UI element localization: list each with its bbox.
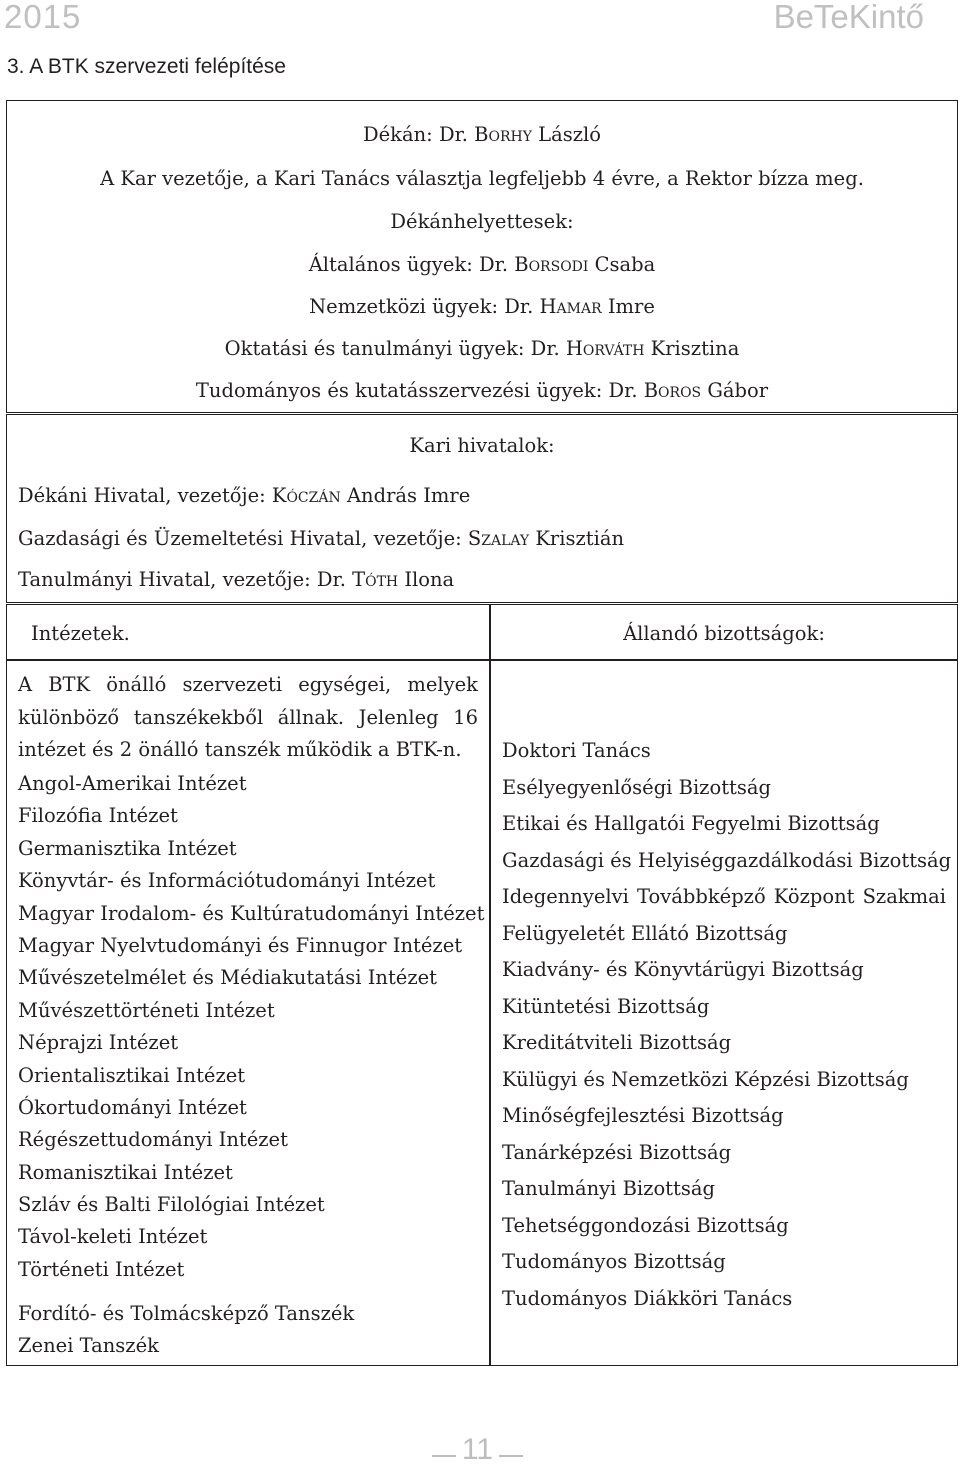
- list-item: Kiadvány- és Könyvtárügyi Bizottság: [502, 958, 864, 981]
- list-item: Doktori Tanács: [502, 739, 651, 762]
- committees-list-box: [490, 660, 958, 1366]
- list-item: Germanisztika Intézet: [18, 836, 237, 860]
- deputies-title: Dékánhelyettesek:: [390, 210, 574, 233]
- deputy-line: [7, 379, 957, 402]
- deputy-surname: Boros: [643, 379, 702, 402]
- institutes-list: [18, 768, 484, 1286]
- page-number: 11: [461, 1433, 494, 1466]
- office-head-given-name: András Imre: [340, 484, 471, 507]
- deputy-line: [7, 337, 957, 360]
- dean-surname: Borhy: [474, 123, 532, 146]
- list-item: Angol-Amerikai Intézet: [18, 772, 247, 795]
- deputy-line: [7, 295, 957, 318]
- office-role: Dékáni Hivatal, vezetője:: [18, 484, 272, 507]
- deputy-line: [7, 253, 957, 276]
- deputy-given-name: Gábor: [701, 379, 769, 402]
- list-item: Tanárképzési Bizottság: [502, 1140, 732, 1164]
- header-brand: BeTeKintő: [773, 0, 924, 35]
- list-item: Orientalisztikai Intézet: [18, 1063, 246, 1087]
- list-item: Ókortudományi Intézet: [18, 1095, 247, 1119]
- deputy-surname: Hamar: [539, 295, 602, 318]
- list-item: Művészettörténeti Intézet: [18, 998, 275, 1022]
- deputy-surname: Horváth: [565, 337, 645, 360]
- list-item: Gazdasági és Helyiséggazdálkodási Bizottság: [502, 848, 952, 872]
- dean-given-name: László: [531, 123, 601, 146]
- dean-line: [7, 123, 957, 146]
- institutes-list-box: [6, 660, 490, 1366]
- list-item: Régészettudományi Intézet: [18, 1128, 288, 1152]
- deputy-given-name: Krisztina: [644, 337, 740, 360]
- footer-rule-left: [432, 1455, 456, 1457]
- offices-box: [6, 414, 958, 603]
- office-item: [18, 527, 624, 550]
- office-head-given-name: Ilona: [398, 568, 455, 591]
- institutes-intro: A BTK önálló szervezeti egységei, melyek különböző tanszékekből állnak. Jelenleg 16 intézet és 2 önálló tanszék működik a BTK-n.: [18, 673, 478, 761]
- departments-list: [18, 1298, 354, 1363]
- header-year: 2015: [4, 0, 82, 35]
- list-item: Szláv és Balti Filológiai Intézet: [18, 1193, 325, 1217]
- list-item: Minőségfejlesztési Bizottság: [502, 1104, 784, 1127]
- list-item: Művészetelmélet és Médiakutatási Intézet: [18, 966, 437, 990]
- deputy-role: Oktatási és tanulmányi ügyek: Dr.: [224, 337, 566, 360]
- list-item: Tudományos Bizottság: [502, 1250, 726, 1273]
- list-item: Zenei Tanszék: [18, 1334, 159, 1358]
- office-head-surname: Tóth: [352, 568, 399, 591]
- list-item: Felügyeletét Ellátó Bizottság: [502, 921, 788, 945]
- footer-rule-right: [499, 1455, 523, 1457]
- office-item: [18, 568, 454, 591]
- list-item: Néprajzi Intézet: [18, 1031, 179, 1055]
- list-item: Tudományos Diákköri Tanács: [502, 1286, 793, 1310]
- list-item: Romanisztikai Intézet: [18, 1160, 233, 1184]
- office-role: Gazdasági és Üzemeltetési Hivatal, vezetője:: [18, 527, 468, 550]
- dean-note: A Kar vezetője, a Kari Tanács választja legfeljebb 4 évre, a Rektor bízza meg.: [100, 167, 864, 190]
- list-item: Fordító- és Tolmácsképző Tanszék: [18, 1302, 355, 1325]
- list-item: Tehetséggondozási Bizottság: [502, 1213, 789, 1237]
- committees-list: [502, 733, 951, 1317]
- list-item: Idegennyelvi Továbbképző Központ Szakmai: [502, 885, 946, 908]
- list-item: Esélyegyenlőségi Bizottság: [502, 775, 771, 799]
- deputy-given-name: Csaba: [588, 253, 656, 276]
- committees-title: Állandó bizottságok:: [623, 622, 825, 645]
- deputy-given-name: Imre: [601, 295, 655, 318]
- office-head-surname: Kóczán: [271, 484, 341, 507]
- list-item: Magyar Irodalom- és Kultúratudományi Intézet: [18, 901, 485, 925]
- list-item: Tanulmányi Bizottság: [502, 1177, 715, 1200]
- section-title: 3. A BTK szervezeti felépítése: [7, 55, 286, 78]
- list-item: Magyar Nyelvtudományi és Finnugor Intézet: [18, 933, 463, 957]
- list-item: Kreditátviteli Bizottság: [502, 1031, 732, 1054]
- deputy-role: Tudományos és kutatásszervezési ügyek: Dr.: [195, 379, 644, 402]
- list-item: Távol-keleti Intézet: [18, 1225, 208, 1249]
- dean-name-prefix: : Dr.: [426, 123, 475, 146]
- office-item: [18, 484, 470, 507]
- institutes-title: Intézetek.: [31, 622, 130, 645]
- deputy-surname: Borsodi: [514, 253, 589, 276]
- offices-title: Kari hivatalok:: [409, 434, 555, 457]
- dean-box: [6, 100, 958, 413]
- deputy-role: Nemzetközi ügyek: Dr.: [309, 295, 540, 318]
- list-item: Külügyi és Nemzetközi Képzési Bizottság: [502, 1067, 909, 1091]
- office-head-given-name: Krisztián: [529, 527, 625, 550]
- list-item: Etikai és Hallgatói Fegyelmi Bizottság: [502, 812, 880, 835]
- list-item: Filozófia Intézet: [18, 804, 178, 828]
- committees-header: [490, 604, 958, 660]
- list-item: Könyvtár- és Információtudományi Intézet: [18, 869, 436, 893]
- office-role: Tanulmányi Hivatal, vezetője: Dr.: [18, 568, 353, 591]
- list-item: Kitüntetési Bizottság: [502, 994, 710, 1018]
- list-item: Történeti Intézet: [18, 1257, 185, 1281]
- office-head-surname: Szalay: [467, 527, 530, 550]
- institutes-header: [6, 604, 490, 660]
- dean-label: Dékán: [362, 123, 427, 146]
- deputy-role: Általános ügyek: Dr.: [308, 253, 515, 276]
